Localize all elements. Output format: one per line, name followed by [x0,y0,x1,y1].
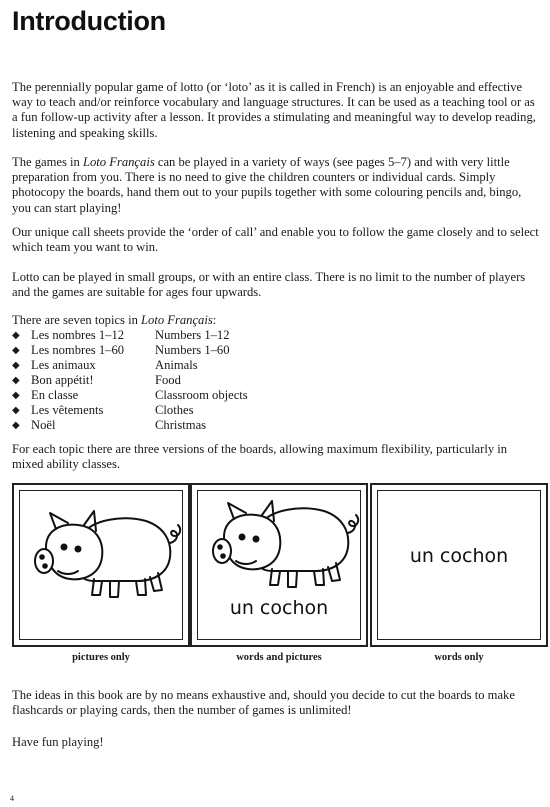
topic-english: Christmas [155,418,207,432]
topic-french: Les vêtements [31,403,104,417]
topic-english: Numbers 1–12 [155,328,230,342]
topic-french: En classe [31,388,79,402]
topic-french: Bon appétit! [31,373,94,387]
topic-french: Les nombres 1–12 [31,328,125,342]
topics-intro-end: : [212,313,217,327]
topic-english: Food [155,373,181,387]
call-sheets-paragraph: Our unique call sheets provide the ‘order of call’ and enable you to follow the game closely and to select which team you want to win. [12,225,539,255]
topics-list [12,328,332,433]
card-word: un cochon [229,597,329,619]
games-paragraph [12,155,540,216]
page-title: Introduction [12,6,166,36]
groups-paragraph: Lotto can be played in small groups, or with an entire class. There is no limit to the number of players and the games are suitable for ages four upwards. [12,270,526,300]
list-item [12,328,332,343]
pig-icon [24,505,182,605]
board-card-words-only [370,483,548,647]
diamond-bullet-icon: ◆ [12,345,20,356]
topics-intro [12,313,540,328]
book-title: Loto Français [141,313,213,327]
card-word: un cochon [409,545,509,567]
board-card-pictures-only [12,483,190,647]
diamond-bullet-icon: ◆ [12,405,20,416]
topic-french: Les nombres 1–60 [31,343,125,357]
list-item [12,388,332,403]
list-item [12,403,332,418]
closing-line: Have fun playing! [12,735,104,749]
topic-french: Les animaux [31,358,96,372]
diamond-bullet-icon: ◆ [12,390,20,401]
page-number: 4 [10,794,14,803]
caption-words-and-pictures: words and pictures [236,652,322,663]
list-item [12,373,332,388]
topic-english: Classroom objects [155,388,248,402]
diamond-bullet-icon: ◆ [12,330,20,341]
intro-paragraph: The perennially popular game of lotto (or ‘loto’ as it is called in French) is an enjoyable and effective way to teach and/or reinforce vocabulary and language structures. It can be used as a teaching tool or as a fun follow-up activity after a lesson. It provides a stimulating and meaningful way to develop reading, listening and speaking skills. [12,80,536,140]
caption-pictures-only: pictures only [72,652,130,663]
games-paragraph-end: can be played in a variety of ways (see pages 5–7) and with very little preparation from you. There is no need to give the children counters or individual cards. Simply photocopy the boards, hand them out to your pupils together with some colouring pencils and, bingo, you can start playing! [12,155,522,215]
diamond-bullet-icon: ◆ [12,360,20,371]
topic-english: Numbers 1–60 [155,343,230,357]
topic-french: Noël [31,418,56,432]
list-item [12,418,332,433]
diamond-bullet-icon: ◆ [12,375,20,386]
games-paragraph-start: The games in [12,155,83,169]
pig-icon [202,495,360,595]
book-title: Loto Français [83,155,155,169]
board-card-words-and-pictures [190,483,368,647]
topic-english: Animals [155,358,198,372]
topic-english: Clothes [155,403,194,417]
ideas-paragraph: The ideas in this book are by no means exhaustive and, should you decide to cut the boards to make flashcards or playing cards, then the number of games is unlimited! [12,688,515,718]
topics-intro-start: There are seven topics in [12,313,142,327]
caption-words-only: words only [434,652,484,663]
list-item [12,343,332,358]
list-item [12,358,332,373]
versions-paragraph: For each topic there are three versions of the boards, allowing maximum flexibility, particularly in mixed ability classes. [12,442,508,472]
diamond-bullet-icon: ◆ [12,420,20,431]
